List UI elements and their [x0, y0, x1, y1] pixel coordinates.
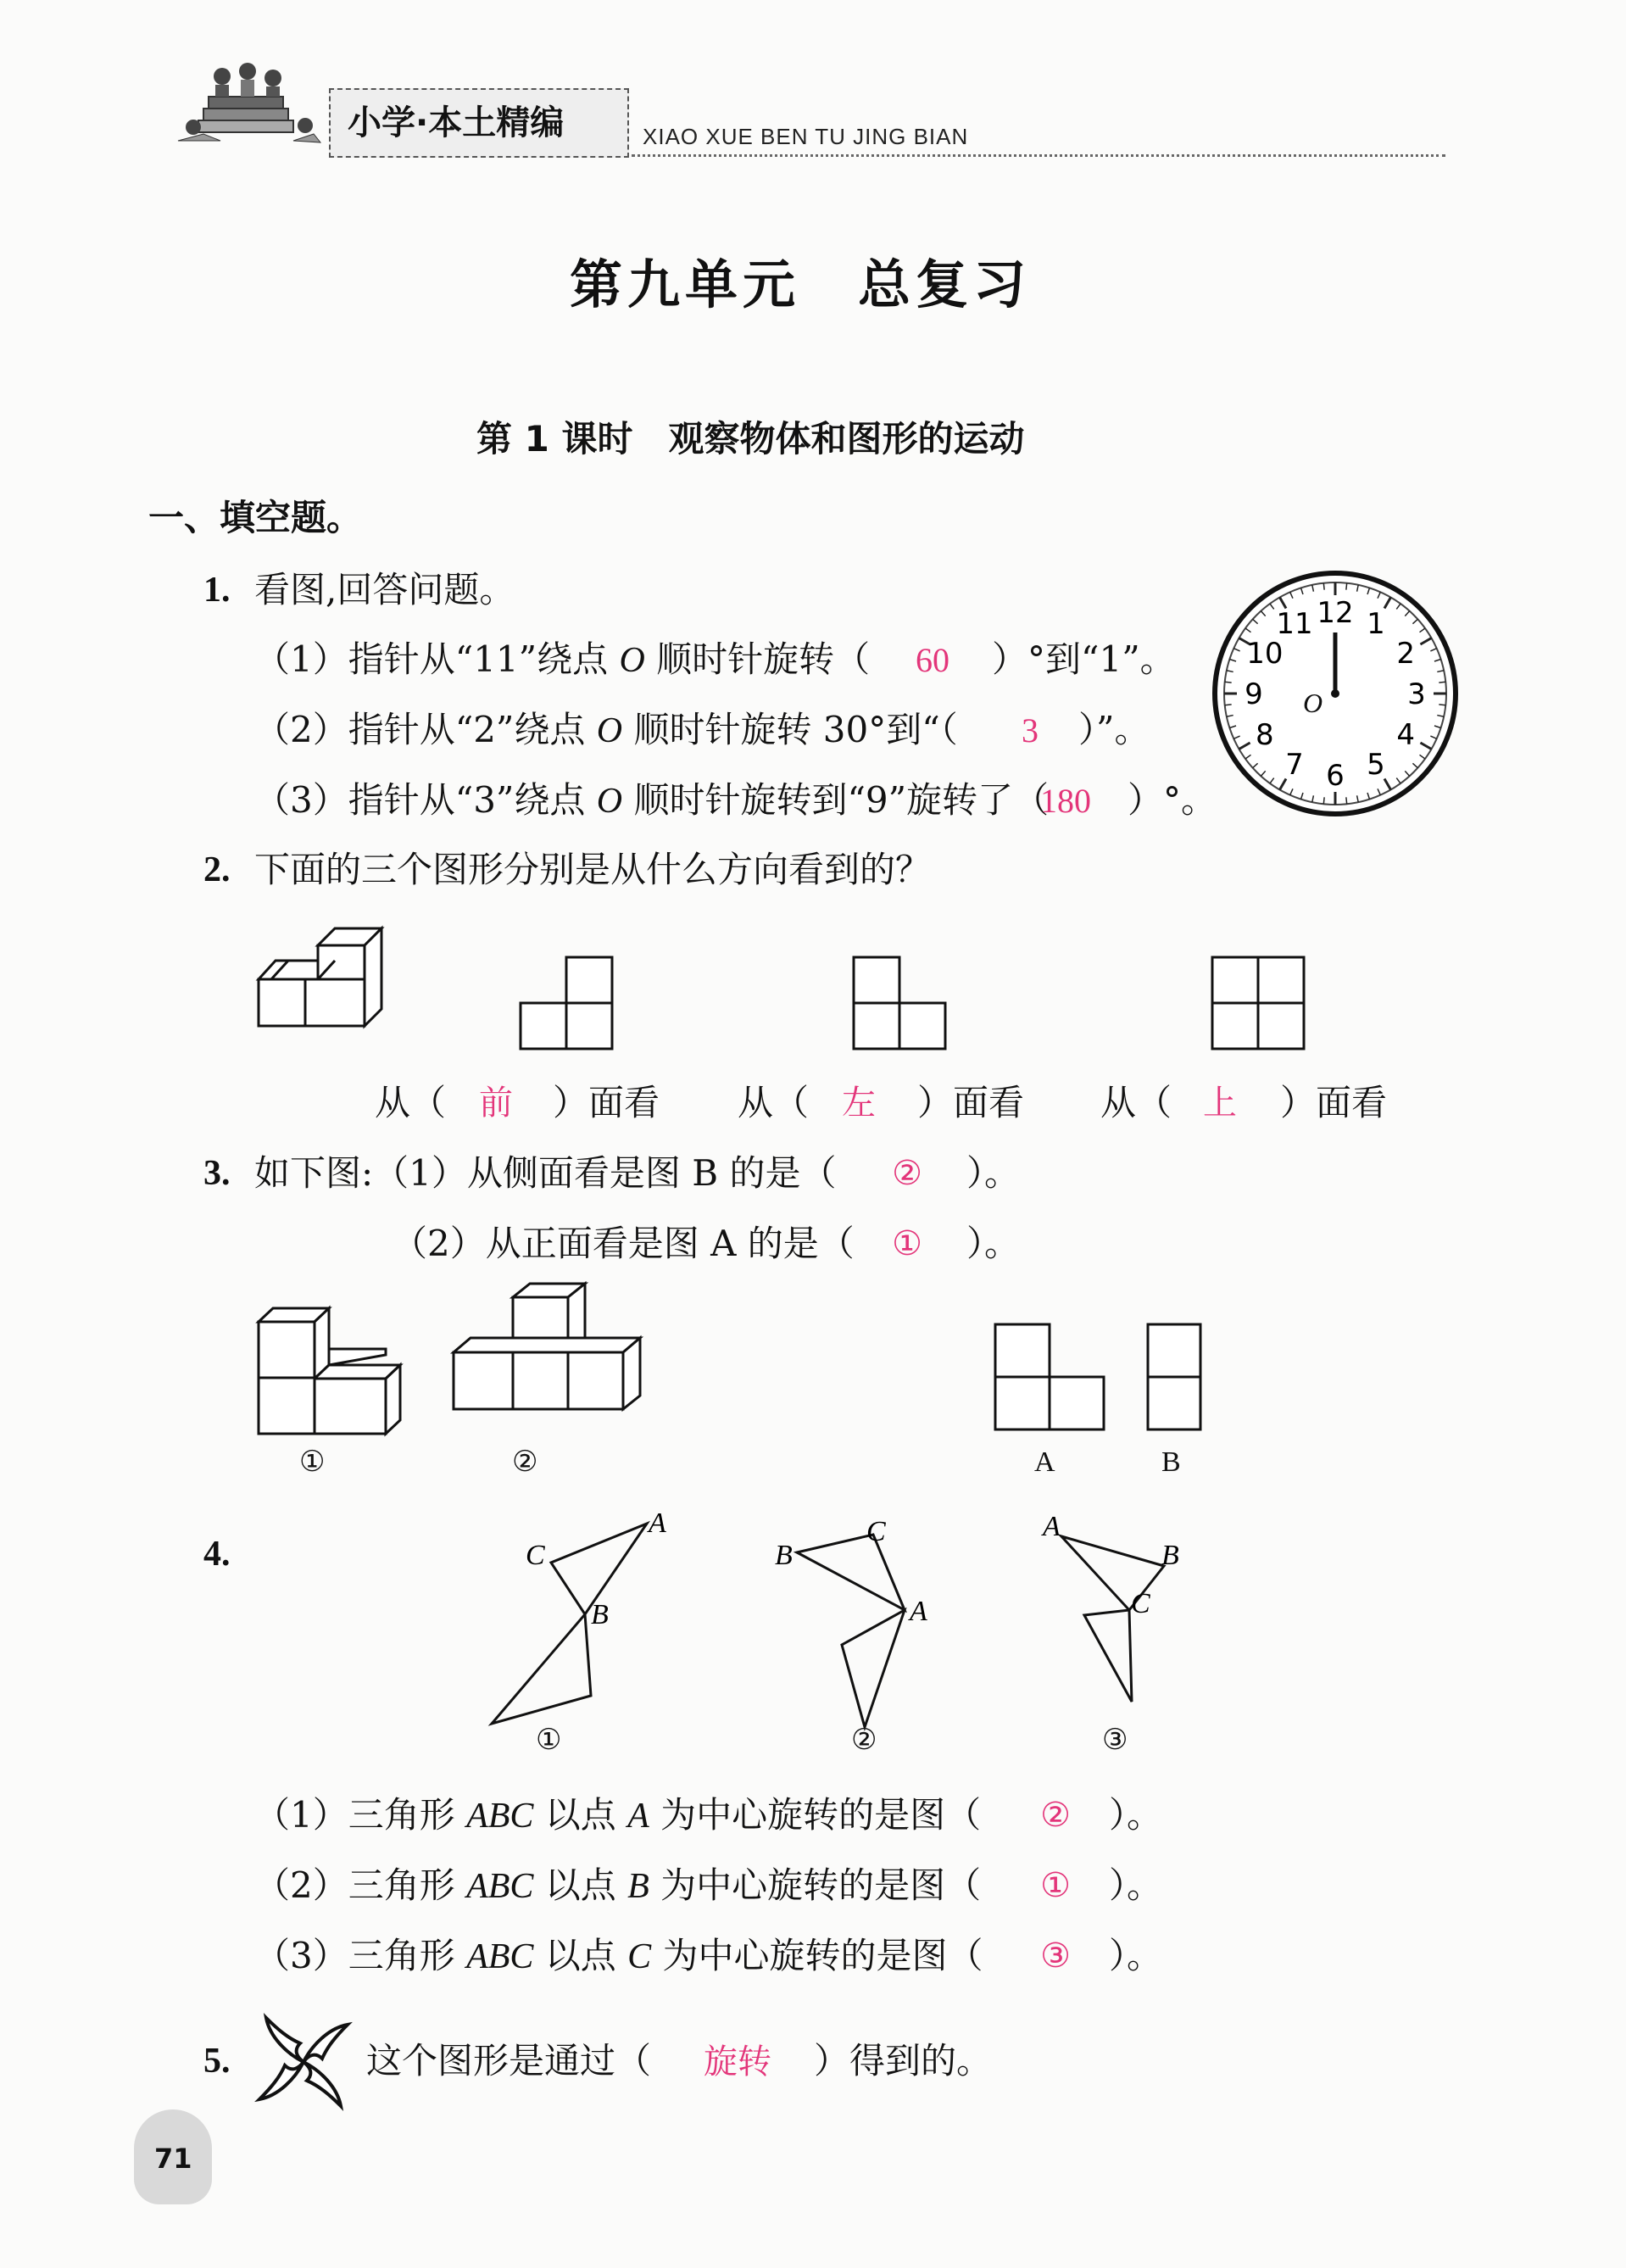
clock-numeral: 9 [1245, 677, 1263, 711]
point-o: O [596, 782, 623, 821]
q1-part3-end: ）°。 [1128, 779, 1217, 821]
clock-numeral: 7 [1285, 748, 1304, 783]
q3-view-a [994, 1323, 1112, 1433]
triangle-rotated-1 [492, 1614, 591, 1724]
q4-fig3-label-c: C [1131, 1588, 1150, 1619]
q5-number: 5. [203, 2042, 231, 2081]
q4-fig3-label-a: A [1043, 1511, 1061, 1542]
q1-text: 看图,回答问题。 [254, 569, 515, 610]
clock-numeral: 8 [1256, 718, 1274, 752]
q4-figure-2 [771, 1505, 966, 1734]
q1-part1-end: ）°到“1”。 [992, 638, 1176, 680]
pinwheel-blade [266, 2018, 303, 2062]
point-o: O [596, 711, 623, 750]
clock-tick [1346, 583, 1347, 590]
unit-title: 第九单元 总复习 [570, 254, 1032, 315]
q4-fig2-label-a: A [910, 1596, 927, 1627]
q4-answer-3: ③ [1040, 1936, 1071, 1975]
q3-label-1: ① [299, 1446, 326, 1478]
clock-numeral: 5 [1367, 748, 1385, 783]
pinwheel-icon [253, 2011, 354, 2113]
clock-tick [1439, 682, 1445, 683]
q3-answer-2: ① [892, 1224, 922, 1262]
clock-numeral: 12 [1317, 596, 1354, 630]
clock-figure [1208, 566, 1462, 821]
section-title: 一、填空题。 [148, 497, 363, 538]
q1-part2: （2）指针从“2”绕点 O 顺时针旋转 30°到“（ [254, 709, 958, 750]
header-logo [170, 56, 322, 149]
q5-answer: 旋转 [704, 2042, 771, 2081]
children-reading-icon [170, 56, 322, 149]
q4-part2: （2）三角形 ABC 以点 B 为中心旋转的是图（ [254, 1864, 982, 1906]
pinwheel-blade [303, 2025, 348, 2062]
q3-part2-end: ）。 [966, 1223, 1021, 1264]
q4-answer-1: ② [1040, 1796, 1071, 1834]
header-pinyin: XIAO XUE BEN TU JING BIAN [643, 124, 969, 149]
q3-part2: （2）从正面看是图 A 的是（ [392, 1223, 855, 1264]
q2-blank-2-prefix: 从（ [738, 1082, 810, 1123]
q3-view-b [1146, 1323, 1206, 1433]
triangle-name: ABC [466, 1937, 534, 1976]
q4-fig1-label-a: A [649, 1507, 666, 1539]
header-dotted-rule [632, 154, 1445, 157]
q1-part2-end: ）”。 [1078, 709, 1150, 750]
clock-numeral: 1 [1367, 606, 1385, 641]
q4-label-2: ② [851, 1725, 877, 1756]
q3-label-b: B [1161, 1446, 1181, 1478]
clock-numeral: 11 [1276, 606, 1313, 641]
q5-text-end: ）得到的。 [814, 2040, 993, 2081]
q4-figure-1 [475, 1505, 678, 1734]
q2-answer-top: 上 [1203, 1084, 1237, 1122]
clock-tick [1323, 583, 1324, 590]
q4-part1: （1）三角形 ABC 以点 A 为中心旋转的是图（ [254, 1794, 982, 1836]
q2-view-top [1211, 956, 1307, 1050]
lesson-title: 第 1 课时 观察物体和图形的运动 [476, 418, 1025, 460]
q2-blank-1-suffix: ）面看 [553, 1082, 660, 1123]
center-point: A [627, 1797, 649, 1836]
q3-figure-1 [254, 1301, 415, 1437]
q1-number: 1. [203, 571, 231, 610]
q4-label-3: ③ [1102, 1725, 1128, 1756]
q3-answer-1: ② [892, 1154, 922, 1192]
q4-label-1: ① [536, 1725, 562, 1756]
header-title: 小学·本土精编 [348, 103, 565, 142]
q2-blank-3-suffix: ）面看 [1280, 1082, 1388, 1123]
q1-answer-3: 180 [1040, 782, 1091, 820]
q2-number: 2. [203, 850, 231, 889]
clock-tick [1346, 797, 1347, 804]
q1-part1: （1）指针从“11”绕点 O 顺时针旋转（ [254, 638, 871, 680]
q2-blank-3-prefix: 从（ [1100, 1082, 1172, 1123]
q3-figure-2 [449, 1280, 644, 1433]
page-number: 71 [154, 2143, 192, 2175]
q3-label-2: ② [512, 1446, 538, 1478]
center-point: B [627, 1867, 649, 1906]
q3-number: 3. [203, 1154, 231, 1193]
q4-figure-3 [1043, 1505, 1212, 1734]
q4-fig2-label-c: C [866, 1516, 886, 1547]
q5-text: 这个图形是通过（ [366, 2040, 652, 2081]
q4-number: 4. [203, 1535, 231, 1574]
q1-part3: （3）指针从“3”绕点 O 顺时针旋转到“9”旋转了（ [254, 779, 1050, 821]
triangle-name: ABC [466, 1797, 534, 1836]
q4-fig2-label-b: B [775, 1540, 793, 1571]
q2-blank-2-suffix: ）面看 [917, 1082, 1025, 1123]
triangle-name: ABC [466, 1867, 534, 1906]
clock-numeral: 10 [1246, 637, 1284, 671]
q2-text: 下面的三个图形分别是从什么方向看到的？ [254, 849, 932, 890]
q4-fig3-label-b: B [1161, 1540, 1179, 1571]
clock-pivot [1331, 689, 1339, 698]
pinwheel-blade [259, 2062, 303, 2099]
q4-answer-2: ① [1040, 1866, 1071, 1904]
point-o: O [619, 641, 645, 680]
clock-center-label: O [1303, 688, 1323, 718]
q4-part2-end: ）。 [1109, 1864, 1163, 1906]
q2-solid-figure [254, 928, 390, 1047]
clock-numeral: 2 [1396, 637, 1415, 671]
triangle-rotated-3 [1084, 1610, 1132, 1702]
q4-fig1-label-c: C [526, 1540, 545, 1571]
clock-numeral: 3 [1407, 677, 1426, 711]
q2-blank-1-prefix: 从（ [375, 1082, 447, 1123]
clock-numeral: 6 [1326, 759, 1345, 793]
q2-view-left [852, 956, 949, 1050]
q3-part1: 如下图:（1）从侧面看是图 B 的是（ [254, 1152, 837, 1194]
triangle-abc-2 [797, 1535, 905, 1610]
q1-answer-2: 3 [1022, 711, 1039, 749]
pinwheel-blade [303, 2062, 341, 2106]
clock-numeral: 4 [1396, 718, 1415, 752]
q4-part1-end: ）。 [1109, 1794, 1163, 1836]
center-point: C [627, 1937, 652, 1976]
q2-view-front [519, 956, 615, 1050]
q4-fig1-label-b: B [591, 1599, 609, 1630]
q2-answer-left: 左 [842, 1084, 876, 1122]
triangle-rotated-2 [842, 1610, 905, 1727]
q3-part1-end: ）。 [966, 1152, 1021, 1194]
q4-part3: （3）三角形 ABC 以点 C 为中心旋转的是图（ [254, 1935, 983, 1976]
clock-tick [1225, 682, 1232, 683]
q4-part3-end: ）。 [1109, 1935, 1163, 1976]
q2-answer-front: 前 [479, 1084, 513, 1122]
q1-answer-1: 60 [916, 641, 949, 679]
q3-label-a: A [1034, 1446, 1055, 1478]
clock-tick [1323, 797, 1324, 804]
